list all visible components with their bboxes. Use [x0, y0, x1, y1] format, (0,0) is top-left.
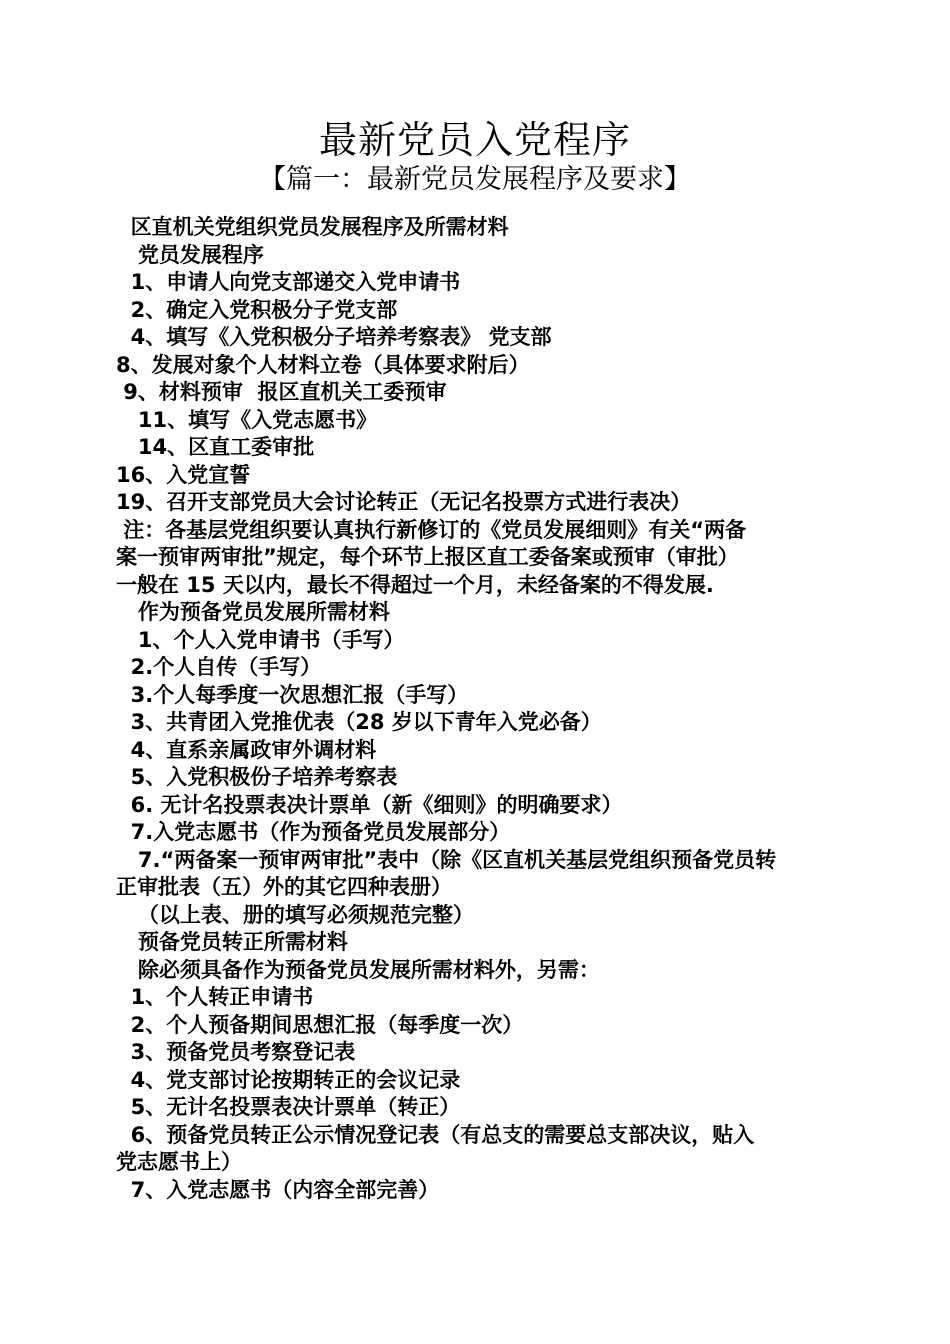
body-line-section-heading: 区直机关党组织党员发展程序及所需材料: [116, 215, 509, 239]
body-line: 11、填写《入党志愿书》: [116, 407, 378, 432]
body-line: 7.“两备案一预审两审批”表中（除《区直机关基层党组织预备党员转: [116, 847, 777, 872]
body-line: 2.个人自传（手写）: [116, 655, 322, 679]
body-line: 6、预备党员转正公示情况登记表（有总支的需要总支部决议，贴入: [116, 1122, 755, 1147]
body-line: 6. 无计名投票表决计票单（新《细则》的明确要求）: [116, 792, 623, 817]
body-line: 除必须具备作为预备党员发展所需材料外，另需：: [116, 957, 600, 982]
body-line-note: 注：各基层党组织要认真执行新修订的《党员发展细则》有关“两备: [116, 517, 747, 542]
body-line: 1、申请人向党支部递交入党申请书: [116, 270, 461, 294]
body-line: 党志愿书上）: [116, 1150, 242, 1174]
body-line: 3、共青团入党推优表（28 岁以下青年入党必备）: [116, 710, 602, 734]
body-line-note: 一般在 15 天以内，最长不得超过一个月，未经备案的不得发展.: [116, 572, 714, 597]
body-line: 16、入党宣誓: [116, 462, 251, 487]
body-line: （以上表、册的填写必须规范完整）: [116, 902, 474, 927]
body-line: 4、填写《入党积极分子培养考察表》 党支部: [116, 325, 552, 349]
body-line: 14、区直工委审批: [116, 435, 315, 459]
body-line-note: 案一预审两审批”规定，每个环节上报区直工委备案或预审（审批）: [116, 545, 739, 569]
document-subtitle: 【篇一：最新党员发展程序及要求】: [259, 164, 691, 195]
document-body: [116, 214, 840, 1204]
body-line-subheading: 作为预备党员发展所需材料: [116, 600, 390, 624]
document-title: 最新党员入党程序: [318, 118, 631, 162]
body-line: 2、确定入党积极分子党支部: [116, 297, 398, 322]
body-line: 9、材料预审 报区直机关工委预审: [116, 380, 447, 404]
body-line: 1、个人入党申请书（手写）: [116, 627, 405, 652]
body-line: 7.入党志愿书（作为预备党员发展部分）: [116, 820, 511, 844]
body-line: 正审批表（五）外的其它四种表册）: [116, 875, 452, 899]
body-line: 4、党支部讨论按期转正的会议记录: [116, 1067, 461, 1092]
body-line-subheading: 预备党员转正所需材料: [116, 930, 348, 954]
body-line: 4、直系亲属政审外调材料: [116, 737, 377, 762]
body-line: 2、个人预备期间思想汇报（每季度一次）: [116, 1012, 524, 1037]
body-line: 1、个人转正申请书: [116, 985, 314, 1009]
body-line: 7、入党志愿书（内容全部完善）: [116, 1177, 440, 1202]
body-line: 5、入党积极份子培养考察表: [116, 765, 398, 789]
body-line: 19、召开支部党员大会讨论转正（无记名投票方式进行表决）: [116, 490, 692, 514]
body-line-subheading: 党员发展程序: [116, 242, 264, 267]
body-line: 5、无计名投票表决计票单（转正）: [116, 1095, 461, 1119]
body-line: 8、发展对象个人材料立卷（具体要求附后）: [116, 352, 530, 377]
body-line: 3、预备党员考察登记表: [116, 1040, 356, 1064]
body-line: 3.个人每季度一次思想汇报（手写）: [116, 682, 469, 707]
